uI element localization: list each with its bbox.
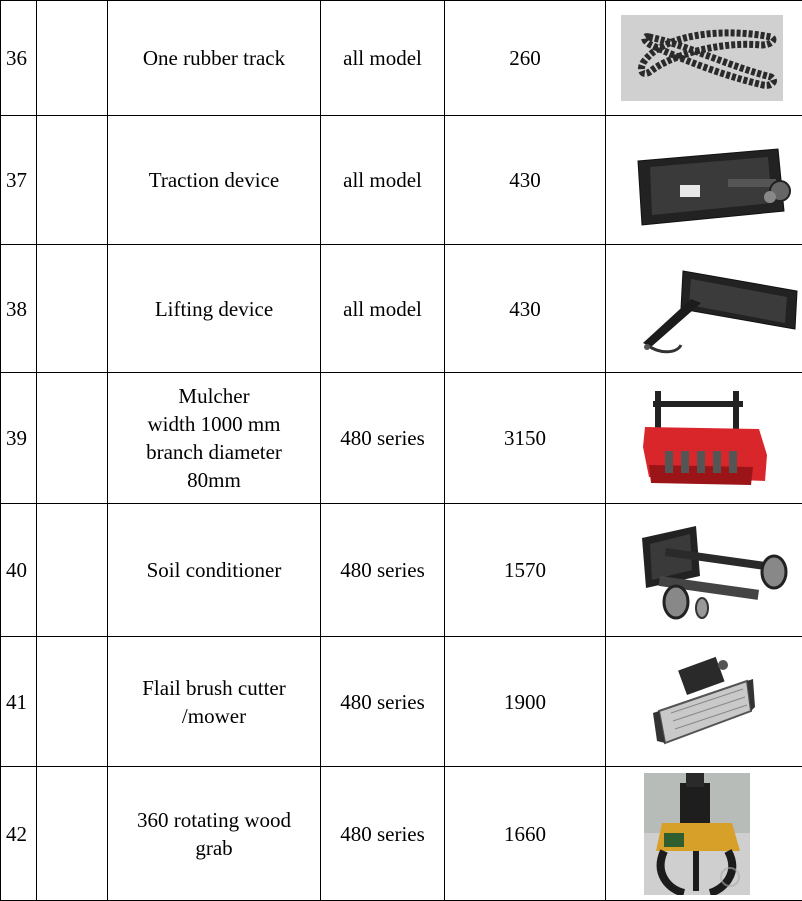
item-image-cell xyxy=(606,373,802,504)
item-image-cell xyxy=(606,245,802,373)
row-number: 36 xyxy=(1,1,37,116)
item-model: 480 series xyxy=(321,637,445,767)
item-name: Soil conditioner xyxy=(108,504,321,637)
item-name-line: Flail brush cutter xyxy=(108,674,320,702)
item-model: all model xyxy=(321,116,445,245)
item-price: 260 xyxy=(445,1,606,116)
row-number: 38 xyxy=(1,245,37,373)
lifting-device-icon xyxy=(621,265,801,361)
traction-device-icon xyxy=(628,141,800,235)
item-code xyxy=(37,504,108,637)
item-name-multiline xyxy=(108,767,321,901)
item-model: 480 series xyxy=(321,767,445,901)
item-price: 1900 xyxy=(445,637,606,767)
item-price: 430 xyxy=(445,116,606,245)
item-name-line: width 1000 mm xyxy=(108,410,320,438)
row-number: 40 xyxy=(1,504,37,637)
mulcher-icon xyxy=(641,385,771,491)
item-name-line: 80mm xyxy=(108,466,320,494)
table-row xyxy=(1,373,802,504)
item-image-cell xyxy=(606,767,802,901)
item-image-cell xyxy=(606,637,802,767)
rubber-track-icon xyxy=(621,15,783,101)
table-row xyxy=(1,1,802,116)
item-code xyxy=(37,637,108,767)
item-price: 430 xyxy=(445,245,606,373)
flail-mower-icon xyxy=(651,655,755,755)
item-code xyxy=(37,767,108,901)
item-price: 1660 xyxy=(445,767,606,901)
item-name: One rubber track xyxy=(108,1,321,116)
table-row xyxy=(1,637,802,767)
item-image-cell xyxy=(606,504,802,637)
item-code xyxy=(37,116,108,245)
item-model: 480 series xyxy=(321,504,445,637)
item-name-line: /mower xyxy=(108,702,320,730)
item-model: 480 series xyxy=(321,373,445,504)
item-code xyxy=(37,373,108,504)
table-row xyxy=(1,245,802,373)
item-name-line: 360 rotating wood xyxy=(108,806,320,834)
item-name-multiline xyxy=(108,637,321,767)
item-image-cell xyxy=(606,1,802,116)
table-row xyxy=(1,504,802,637)
soil-conditioner-icon xyxy=(636,516,790,624)
item-image-cell xyxy=(606,116,802,245)
row-number: 37 xyxy=(1,116,37,245)
table-row xyxy=(1,767,802,901)
item-name-line: Mulcher xyxy=(108,382,320,410)
item-price: 1570 xyxy=(445,504,606,637)
wood-grab-icon xyxy=(644,773,750,895)
table-row xyxy=(1,116,802,245)
item-name: Lifting device xyxy=(108,245,321,373)
item-model: all model xyxy=(321,1,445,116)
item-name: Traction device xyxy=(108,116,321,245)
row-number: 41 xyxy=(1,637,37,767)
item-name-line: grab xyxy=(108,834,320,862)
item-name-line: branch diameter xyxy=(108,438,320,466)
item-code xyxy=(37,1,108,116)
item-code xyxy=(37,245,108,373)
item-name-multiline xyxy=(108,373,321,504)
row-number: 42 xyxy=(1,767,37,901)
item-model: all model xyxy=(321,245,445,373)
row-number: 39 xyxy=(1,373,37,504)
item-price: 3150 xyxy=(445,373,606,504)
